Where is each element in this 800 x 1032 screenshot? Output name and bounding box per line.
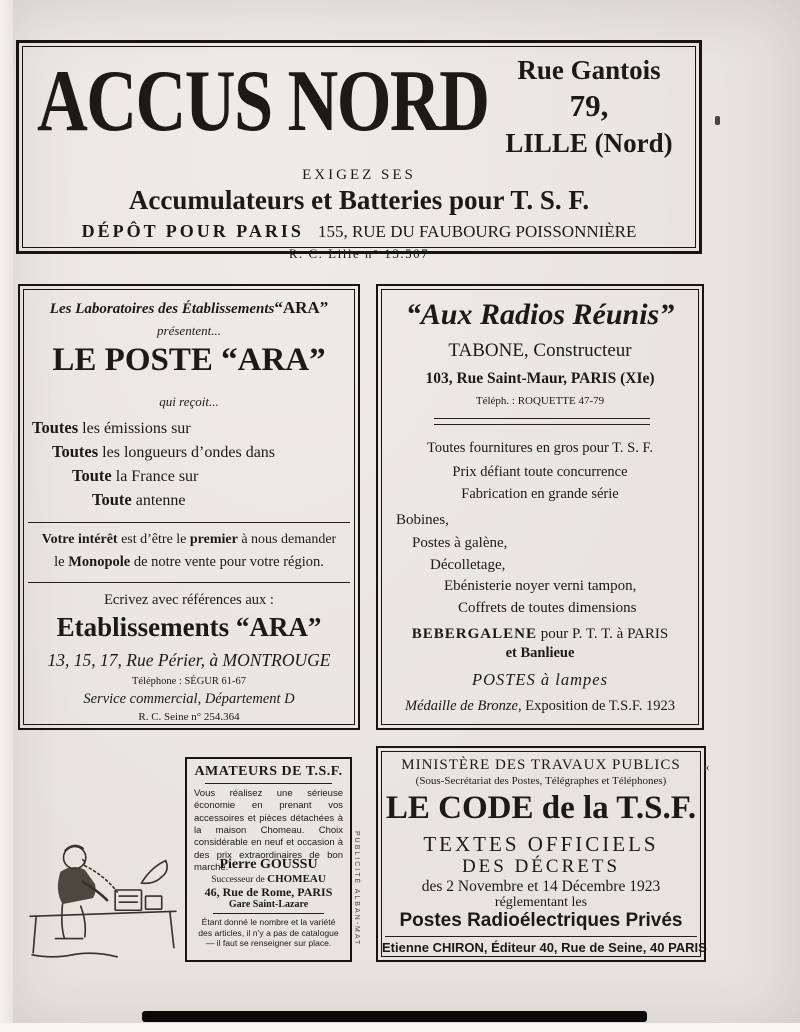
ara-poste-title: LE POSTE “ARA” <box>52 342 326 378</box>
radios-center-line-1: Toutes fournitures en gros pour T. S. F. <box>426 440 654 456</box>
radios-rule-2 <box>434 424 650 425</box>
amateurs-gare: Gare Saint-Lazare <box>228 899 309 910</box>
accus-depot-address: 155, RUE DU FAUBOURG POISSONNIÈRE <box>317 222 637 241</box>
accus-title: ACCUS NORD <box>37 53 489 150</box>
accus-street: Rue Gantois <box>517 55 661 85</box>
amateurs-title: AMATEURS DE T.S.F. <box>194 764 343 779</box>
radios-list-item-3: Décolletage, <box>430 557 506 573</box>
ara-registration: R. C. Seine n° 254.364 <box>138 711 240 723</box>
ara-interest-text-4: de notre vente pour votre région. <box>130 554 324 570</box>
ara-line3-rest: la France sur <box>111 468 199 485</box>
code-ministry: MINISTÈRE DES TRAVAUX PUBLICS <box>401 757 681 773</box>
scan-bottom-strip <box>0 1023 800 1032</box>
ad-poste-ara <box>18 284 360 730</box>
radios-list-item-1: Bobines, <box>396 512 449 528</box>
amateurs-note: Étant donné le nombre et la variété des articles, il n’y a pas de catalogue — il faut se renseigner sur place. <box>198 917 339 949</box>
ara-interest-line-2 <box>24 554 354 571</box>
code-textes-officiels: TEXTES OFFICIELS <box>423 832 659 856</box>
ara-ecrivez: Ecrivez avec références aux : <box>104 592 274 608</box>
code-subtitle: (Sous-Secrétariat des Postes, Télégraphes et Téléphones) <box>415 775 667 787</box>
code-divider <box>385 936 697 937</box>
amateurs-address: 46, Rue de Rome, PARIS <box>204 885 333 899</box>
radios-medal-line <box>382 698 698 715</box>
amateurs-successor-bold: CHOMEAU <box>267 873 326 885</box>
ara-interest-bold-1: Votre intérêt <box>41 532 118 547</box>
radios-postes-lampes: POSTES à lampes <box>472 670 608 689</box>
ara-receives-line-1 <box>32 418 191 438</box>
amateurs-title-rule <box>205 783 332 784</box>
accus-depot-label: DÉPÔT POUR PARIS <box>81 221 304 241</box>
ara-etablissements-title: Etablissements “ARA” <box>56 612 322 642</box>
accus-number: 79, <box>569 88 609 123</box>
ad-aux-radios-reunis <box>376 284 704 730</box>
radios-center-line-3: Fabrication en grande série <box>461 486 619 502</box>
code-dates: des 2 Novembre et 14 Décembre 1923 <box>421 878 661 895</box>
radios-address: 103, Rue Saint-Maur, PARIS (XIe) <box>425 370 655 387</box>
ara-line3-lead: Toute <box>72 466 112 485</box>
ad-accus-nord <box>16 40 702 261</box>
ara-divider-1 <box>28 522 350 523</box>
ara-interest-bold-3: Monopole <box>68 554 131 570</box>
accus-address-block <box>485 55 693 159</box>
ara-interest-text-3: le <box>54 554 69 570</box>
radio-amateur-illustration <box>22 817 184 963</box>
radios-list-item-5: Coffrets de toutes dimensions <box>458 600 637 616</box>
amateurs-paragraph: Vous réalisez une sérieuse économie en prenant vos accessoires et pièces détachées à la maison Chomeau. Choix considérable en neuf et occasion à des prix extraordinaires de bon marché. <box>194 788 343 874</box>
amateurs-box <box>185 757 352 962</box>
radios-medal-italic: Médaille de Bronze, <box>404 698 522 714</box>
code-reglementant: réglementant les <box>494 895 588 910</box>
ara-receives-line-4 <box>92 490 186 510</box>
radios-phone: Téléph. : ROQUETTE 47-79 <box>475 395 605 407</box>
ara-qui-recoit: qui reçoit... <box>159 394 219 409</box>
accus-depot-line <box>23 221 695 242</box>
ara-address: 13, 15, 17, Rue Périer, à MONTROUGE <box>47 650 331 670</box>
amateurs-successor-pre: Successeur de <box>211 875 268 885</box>
radios-medal-rest: Exposition de T.S.F. 1923 <box>521 698 676 714</box>
radios-rule-1 <box>434 418 650 419</box>
ara-phone: Téléphone : SÉGUR 61-67 <box>131 676 247 687</box>
scan-edge-left <box>0 0 13 1032</box>
accus-product-line: Accumulateurs et Batteries pour T. S. F. <box>128 185 590 215</box>
ara-line1-rest: les émissions sur <box>78 420 191 437</box>
ad-code-tsf <box>376 746 706 962</box>
radios-bebergalene-line <box>382 626 698 643</box>
illustration-sketch <box>22 817 184 963</box>
ara-interest-text-1: est d’être le <box>117 532 190 547</box>
ara-line4-rest: antenne <box>131 492 186 509</box>
code-postes-prives: Postes Radioélectriques Privés <box>399 910 683 931</box>
ara-line4-lead: Toute <box>92 490 132 509</box>
accus-registration: R. C. Lille n° 13.507 <box>288 246 430 261</box>
radios-list-item-4: Ebénisterie noyer verni tampon, <box>444 578 637 594</box>
ara-interest-line-1 <box>24 532 354 548</box>
amateurs-successor-line <box>187 873 350 885</box>
ara-line2-rest: les longueurs d’ondes dans <box>98 444 276 461</box>
ara-interest-bold-2: premier <box>189 532 238 547</box>
radios-bebergalene: BEBERGALENE <box>411 626 537 642</box>
amateurs-publicity-credit: PUBLICITÉ ALBAN-MAT <box>353 831 360 947</box>
amateurs-owner-name: Pierre GOUSSU <box>219 857 318 872</box>
code-des-decrets: DES DÉCRETS <box>461 856 621 877</box>
scan-margin-mark: « <box>703 759 710 774</box>
ara-line1-lead: Toutes <box>32 418 79 437</box>
ad-code-frame <box>381 751 707 957</box>
radios-list-item-2: Postes à galène, <box>412 535 508 551</box>
accus-city: LILLE (Nord) <box>505 128 673 158</box>
ad-radios-frame <box>381 289 699 725</box>
ara-header-brand: “ARA” <box>274 298 329 317</box>
ara-receives-line-3 <box>72 466 198 486</box>
ad-accus-frame <box>22 46 696 261</box>
ara-service: Service commercial, Département D <box>83 691 295 707</box>
ara-receives-line-2 <box>52 442 275 462</box>
radios-constructeur: TABONE, Constructeur <box>448 340 632 361</box>
ara-presentent: présentent... <box>157 323 221 338</box>
ara-interest-text-2: à nous demander <box>237 532 337 547</box>
code-publisher: Etienne CHIRON, Éditeur 40, Rue de Seine, 40 PARIS <box>382 940 707 955</box>
ad-amateurs-tsf <box>20 745 362 965</box>
scan-speck <box>715 116 720 125</box>
ara-header <box>24 298 354 318</box>
radios-banlieue: et Banlieue <box>505 645 575 661</box>
ara-line2-lead: Toutes <box>52 442 99 461</box>
radios-center-line-2: Prix défiant toute concurrence <box>452 464 628 480</box>
code-title: LE CODE de la T.S.F. <box>385 790 697 826</box>
radios-title: “Aux Radios Réunis” <box>405 298 675 331</box>
accus-exigez: EXIGEZ SES <box>302 167 416 183</box>
ara-divider-2 <box>28 582 350 583</box>
scan-black-bar <box>142 1011 647 1022</box>
amateurs-note-rule <box>213 913 324 914</box>
ara-header-pre: Les Laboratoires des Établissements <box>49 301 275 317</box>
radios-bebergalene-rest: pour P. T. T. à PARIS <box>536 626 669 642</box>
ad-ara-frame <box>23 289 355 725</box>
